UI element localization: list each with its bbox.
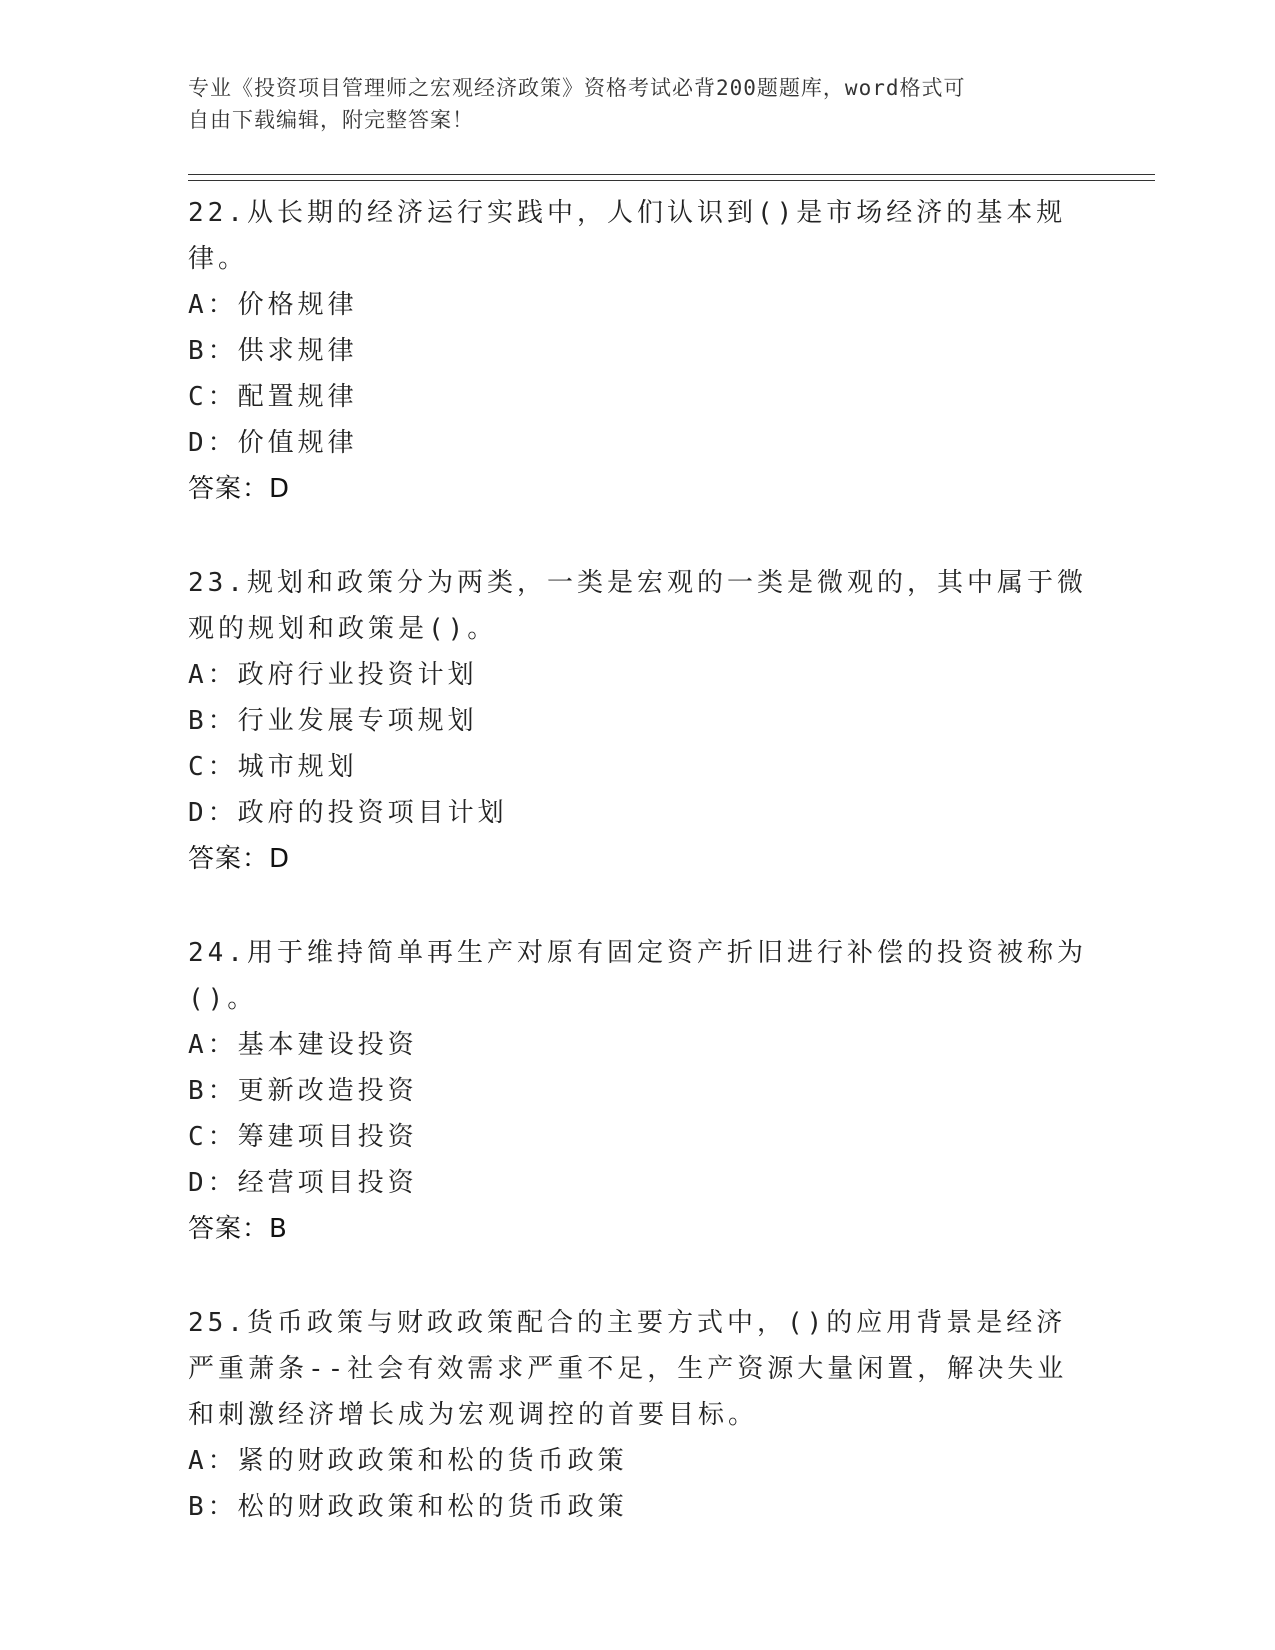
header-rule-bottom <box>188 180 1155 181</box>
option-c: C：筹建项目投资 <box>188 1122 418 1152</box>
option-c: C：配置规律 <box>188 382 358 412</box>
question-text: 22.从长期的经济运行实践中，人们认识到()是市场经济的基本规律。 <box>188 198 1067 274</box>
option-d: D：经营项目投资 <box>188 1168 418 1198</box>
answer: 答案：B <box>188 1214 288 1244</box>
option-d: D：价值规律 <box>188 428 358 458</box>
question-22 <box>188 190 1088 512</box>
question-text: 25.货币政策与财政政策配合的主要方式中，()的应用背景是经济严重萧条--社会有效需求严重不足，生产资源大量闲置，解决失业和刺激经济增长成为宏观调控的首要目标。 <box>188 1308 1068 1430</box>
header-line-1: 专业《投资项目管理师之宏观经济政策》资格考试必背200题题库，word格式可 <box>188 76 966 100</box>
option-a: A：基本建设投资 <box>188 1030 418 1060</box>
question-text: 23.规划和政策分为两类，一类是宏观的一类是微观的，其中属于微观的规划和政策是()。 <box>188 568 1087 644</box>
option-b: B：松的财政政策和松的货币政策 <box>188 1492 628 1522</box>
option-a: A：价格规律 <box>188 290 358 320</box>
document-header <box>188 72 1088 136</box>
option-b: B：更新改造投资 <box>188 1076 418 1106</box>
answer: 答案：D <box>188 474 291 504</box>
question-list <box>188 190 1088 1578</box>
option-c: C：城市规划 <box>188 752 358 782</box>
question-25 <box>188 1300 1088 1530</box>
answer: 答案：D <box>188 844 291 874</box>
option-b: B：行业发展专项规划 <box>188 706 478 736</box>
option-d: D：政府的投资项目计划 <box>188 798 508 828</box>
option-b: B：供求规律 <box>188 336 358 366</box>
question-text: 24.用于维持简单再生产对原有固定资产折旧进行补偿的投资被称为()。 <box>188 938 1087 1014</box>
header-rule-top <box>188 174 1155 175</box>
question-24 <box>188 930 1088 1252</box>
question-23 <box>188 560 1088 882</box>
option-a: A：政府行业投资计划 <box>188 660 478 690</box>
option-a: A：紧的财政政策和松的货币政策 <box>188 1446 628 1476</box>
header-line-2: 自由下载编辑，附完整答案！ <box>188 108 474 132</box>
